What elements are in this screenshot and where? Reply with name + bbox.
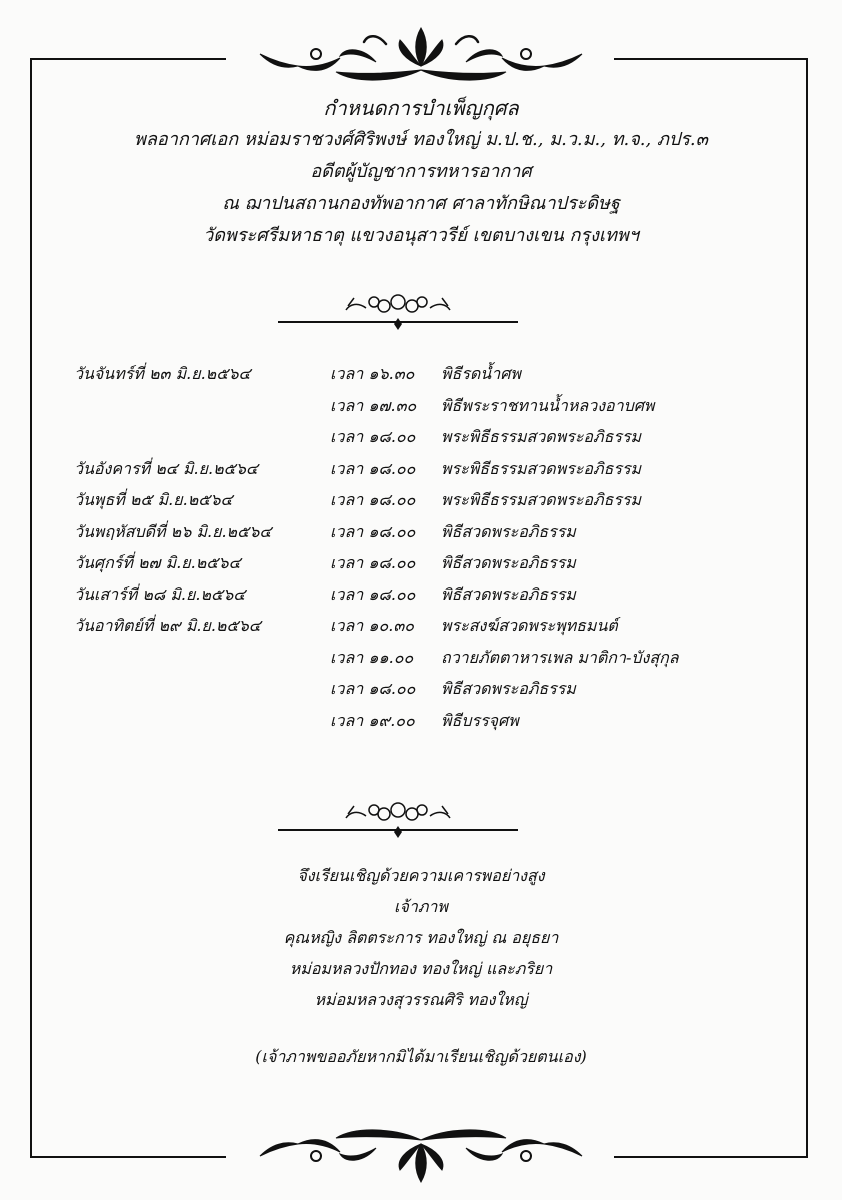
schedule-event: พระพิธีธรรมสวดพระอภิธรรม xyxy=(441,458,642,478)
schedule-event: พิธีรดน้ำศพ xyxy=(441,364,521,383)
schedule-event: พระสงฆ์สวดพระพุทธมนต์ xyxy=(441,616,618,635)
schedule-day: วันศุกร์ที่ ๒๗ มิ.ย.๒๕๖๔ xyxy=(74,553,241,572)
schedule-row xyxy=(0,646,842,672)
host-name-3: หม่อมหลวงสุวรรณศิริ ทองใหญ่ xyxy=(314,990,528,1009)
schedule-row xyxy=(0,394,842,420)
frame-border-top-left xyxy=(30,58,226,60)
schedule-event: พิธีสวดพระอภิธรรม xyxy=(441,553,576,572)
schedule-day: วันพุธที่ ๒๕ มิ.ย.๒๕๖๔ xyxy=(74,490,233,509)
schedule-event: ถวายภัตตาหารเพล มาติกา-บังสุกุล xyxy=(441,647,679,667)
invitation-header xyxy=(60,92,782,252)
schedule-time: เวลา ๑๑.๐๐ xyxy=(330,647,414,667)
schedule-row xyxy=(0,488,842,514)
schedule-event: พิธีสวดพระอภิธรรม xyxy=(441,584,576,604)
schedule-day: วันเสาร์ที่ ๒๘ มิ.ย.๒๕๖๔ xyxy=(74,584,246,604)
schedule-row xyxy=(0,425,842,451)
schedule-row xyxy=(0,457,842,483)
address-line: วัดพระศรีมหาธาตุ แขวงอนุสาวรีย์ เขตบางเขน กรุงเทพฯ xyxy=(203,225,639,246)
invitation-closing: จึงเรียนเชิญด้วยความเคารพอย่างสูง xyxy=(297,866,545,885)
frame-border-top-right xyxy=(614,58,808,60)
schedule-row xyxy=(0,709,842,735)
schedule-row xyxy=(0,583,842,609)
schedule-row xyxy=(0,520,842,546)
schedule-day: วันอาทิตย์ที่ ๒๙ มิ.ย.๒๕๖๔ xyxy=(74,616,261,635)
schedule-day: วันพฤหัสบดีที่ ๒๖ มิ.ย.๒๕๖๔ xyxy=(74,521,272,541)
honoree-name-line: พลอากาศเอก หม่อมราชวงศ์ศิริพงษ์ ทองใหญ่ ม.ป.ช., ม.ว.ม., ท.จ., ภปร.๓ xyxy=(134,129,708,150)
schedule-time: เวลา ๑๘.๐๐ xyxy=(330,521,416,541)
schedule-time: เวลา ๑๘.๐๐ xyxy=(330,458,416,478)
frame-border-bottom-right xyxy=(614,1156,808,1158)
schedule-time: เวลา ๑๘.๐๐ xyxy=(330,584,416,604)
bottom-flourish-ornament xyxy=(256,1124,586,1190)
schedule-event: พิธีบรรจุศพ xyxy=(441,710,519,730)
schedule-time: เวลา ๑๗.๓๐ xyxy=(330,395,417,415)
schedule-event: พิธีสวดพระอภิธรรม xyxy=(441,679,576,698)
schedule-event: พิธีพระราชทานน้ำหลวงอาบศพ xyxy=(441,395,655,415)
schedule-event: พิธีสวดพระอภิธรรม xyxy=(441,521,576,541)
top-flourish-ornament xyxy=(256,20,586,90)
flower-divider-top xyxy=(278,288,518,338)
schedule-event: พระพิธีธรรมสวดพระอภิธรรม xyxy=(441,490,642,509)
schedule-row xyxy=(0,614,842,640)
apology-note: (เจ้าภาพขออภัยหากมิได้มาเรียนเชิญด้วยตนเอง) xyxy=(255,1047,587,1066)
invitation-title: กำหนดการบำเพ็ญกุศล xyxy=(323,96,519,120)
frame-border-bottom-left xyxy=(30,1156,226,1158)
schedule-time: เวลา ๑๘.๐๐ xyxy=(330,679,416,698)
closing-block xyxy=(60,860,782,1015)
schedule-time: เวลา ๑๖.๓๐ xyxy=(330,364,415,383)
schedule-row xyxy=(0,362,842,388)
host-label: เจ้าภาพ xyxy=(394,897,448,916)
host-name-1: คุณหญิง ลิตตระการ ทองใหญ่ ณ อยุธยา xyxy=(283,928,559,947)
honoree-position-line: อดีตผู้บัญชาการทหารอากาศ xyxy=(310,161,532,182)
schedule-event: พระพิธีธรรมสวดพระอภิธรรม xyxy=(441,427,642,446)
schedule-time: เวลา ๑๘.๐๐ xyxy=(330,490,416,509)
schedule-time: เวลา ๑๘.๐๐ xyxy=(330,427,416,446)
schedule-row xyxy=(0,677,842,703)
schedule-time: เวลา ๑๘.๐๐ xyxy=(330,553,416,572)
flower-divider-bottom xyxy=(278,796,518,846)
schedule-time: เวลา ๑๙.๐๐ xyxy=(330,710,415,730)
venue-line: ณ ฌาปนสถานกองทัพอากาศ ศาลาทักษิณาประดิษฐ xyxy=(222,193,620,214)
schedule-row xyxy=(0,551,842,577)
schedule-day: วันอังคารที่ ๒๔ มิ.ย.๒๕๖๔ xyxy=(74,458,259,478)
schedule-day: วันจันทร์ที่ ๒๓ มิ.ย.๒๕๖๔ xyxy=(74,364,251,383)
schedule-time: เวลา ๑๐.๓๐ xyxy=(330,616,415,635)
host-name-2: หม่อมหลวงปักทอง ทองใหญ่ และภริยา xyxy=(289,959,553,978)
